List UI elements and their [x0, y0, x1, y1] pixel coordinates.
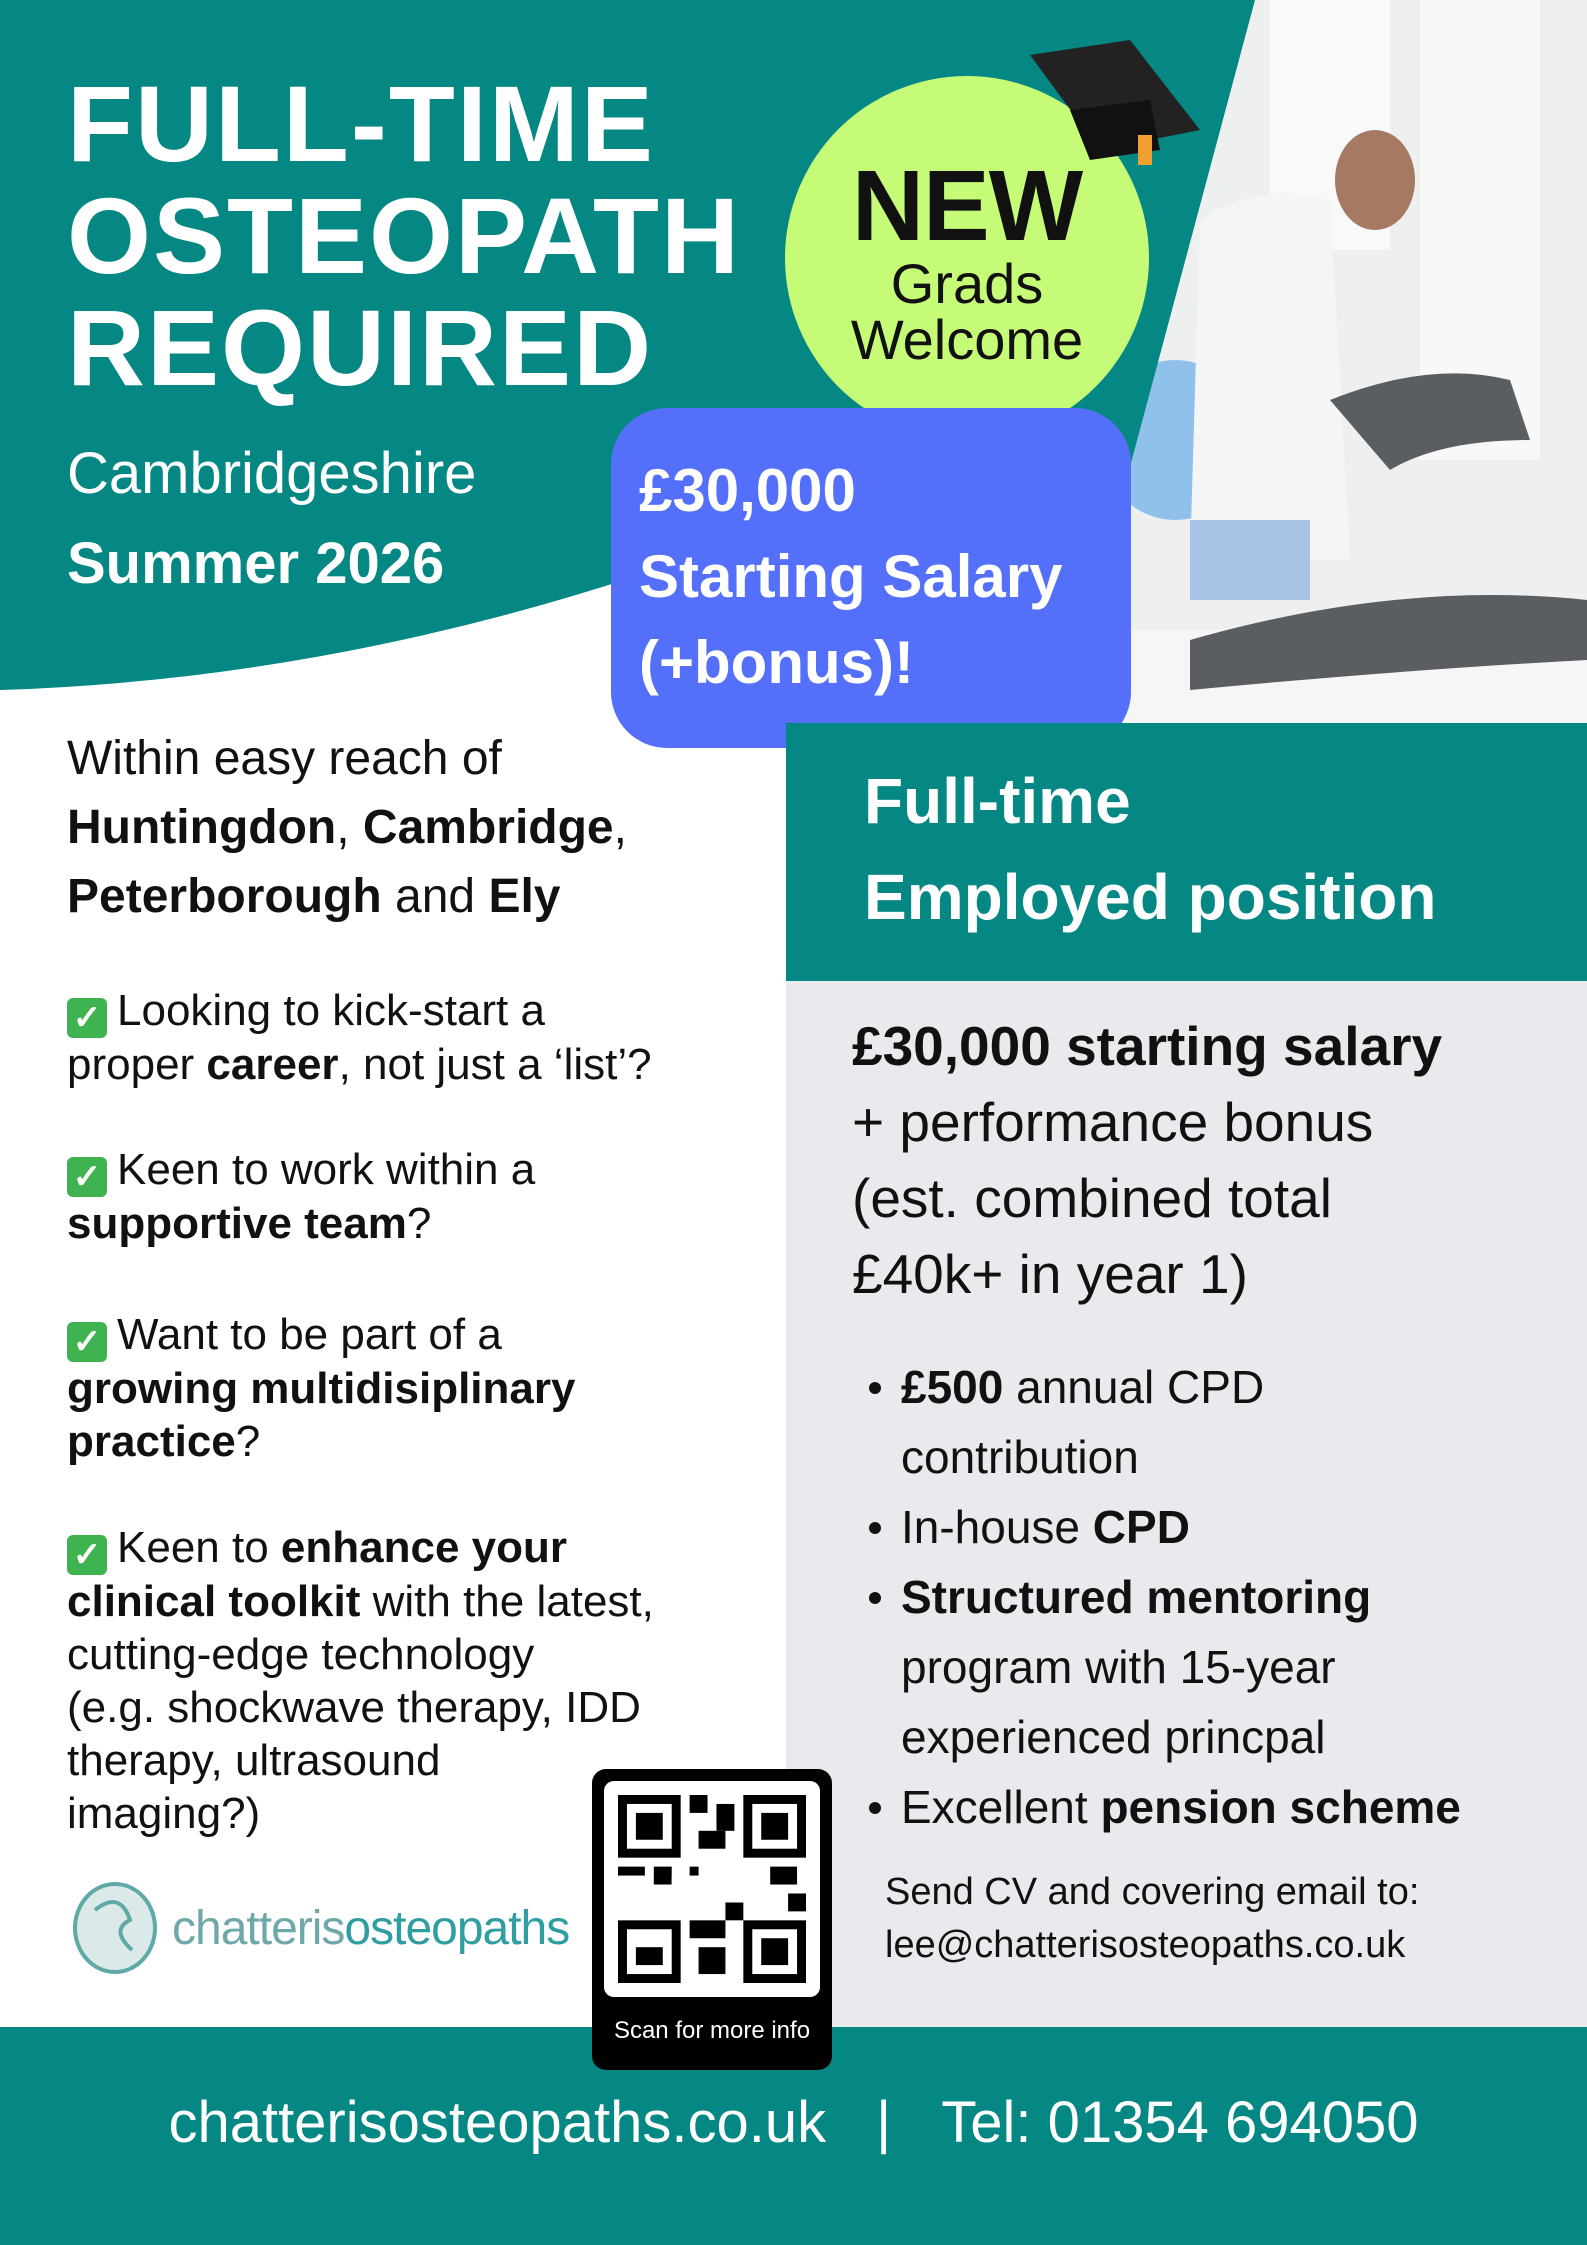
badge-line: Grads	[890, 252, 1044, 315]
location: Cambridgeshire	[67, 441, 477, 506]
salary-badge-line: Starting Salary	[639, 543, 1063, 610]
reach-intro: Within easy reach of	[67, 732, 502, 785]
qr-label: Scan for more info	[613, 2017, 811, 2044]
town: Peterborough	[67, 870, 382, 923]
check-icon: ✓	[67, 1535, 107, 1575]
title-line: REQUIRED	[67, 287, 654, 408]
town: Huntingdon	[67, 801, 337, 854]
website-link[interactable]: chatterisosteopaths.co.uk	[168, 2090, 827, 2155]
benefit-item: £500 annual CPD contribution	[869, 1352, 1461, 1492]
graduation-cap-icon	[1030, 40, 1210, 180]
salary-badge	[611, 408, 1131, 748]
position-line: Full-time	[864, 765, 1131, 837]
position-heading	[786, 723, 1587, 981]
salary-badge-line: (+bonus)!	[639, 629, 914, 696]
logo-emblem-icon	[70, 1880, 160, 1976]
qr-code[interactable]	[592, 1769, 832, 2070]
position-line: Employed position	[864, 861, 1437, 933]
location-reach: Within easy reach of Huntingdon, Cambridge, Peterborough and Ely	[67, 724, 627, 931]
salary-badge-line: £30,000	[639, 457, 856, 524]
benefit-item: Structured mentoring program with 15-year experienced princpal	[869, 1562, 1461, 1772]
check-icon: ✓	[67, 1157, 107, 1197]
benefits-list	[869, 1352, 1461, 1842]
check-icon: ✓	[67, 998, 107, 1038]
checklist-item: ✓ Want to be part of a growing multidisiplinary practice?	[67, 1310, 576, 1466]
salary-details	[852, 1008, 1442, 1312]
company-logo: chatterisosteopaths	[70, 1880, 569, 1976]
start-date: Summer 2026	[67, 531, 445, 596]
title-line: FULL-TIME	[67, 63, 655, 184]
badge-line: Welcome	[850, 308, 1084, 371]
title-line: OSTEOPATH	[67, 175, 742, 296]
badge-new: NEW	[851, 150, 1083, 262]
salary-line: £40k+ in year 1)	[852, 1243, 1248, 1305]
town: Cambridge	[362, 801, 614, 854]
salary-line: (est. combined total	[852, 1167, 1332, 1229]
contact-info	[885, 1866, 1419, 1972]
separator: |	[876, 2090, 892, 2155]
contact-email-link[interactable]: lee@chatterisosteopaths.co.uk	[885, 1924, 1406, 1966]
checklist-item: ✓ Keen to work within a supportive team?	[67, 1145, 536, 1248]
phone-number[interactable]: Tel: 01354 694050	[941, 2090, 1419, 2155]
check-icon: ✓	[67, 1322, 107, 1362]
checklist-item: ✓ Keen to enhance your clinical toolkit with the latest, cutting-edge technology (e.g. shockwave therapy, IDD therapy, ultrasound imaging?)	[67, 1523, 654, 1838]
benefit-item: In-house CPD	[869, 1492, 1461, 1562]
page-title	[67, 63, 742, 408]
salary-line: + performance bonus	[852, 1091, 1374, 1153]
checklist-item: ✓ Looking to kick-start a proper career, not just a ‘list’?	[67, 986, 652, 1089]
benefit-item: Excellent pension scheme	[869, 1772, 1461, 1842]
salary-headline: £30,000 starting salary	[852, 1015, 1443, 1077]
town: Ely	[488, 870, 561, 923]
qr-code-icon	[618, 1795, 806, 1983]
contact-instruction: Send CV and covering email to:	[885, 1871, 1420, 1913]
